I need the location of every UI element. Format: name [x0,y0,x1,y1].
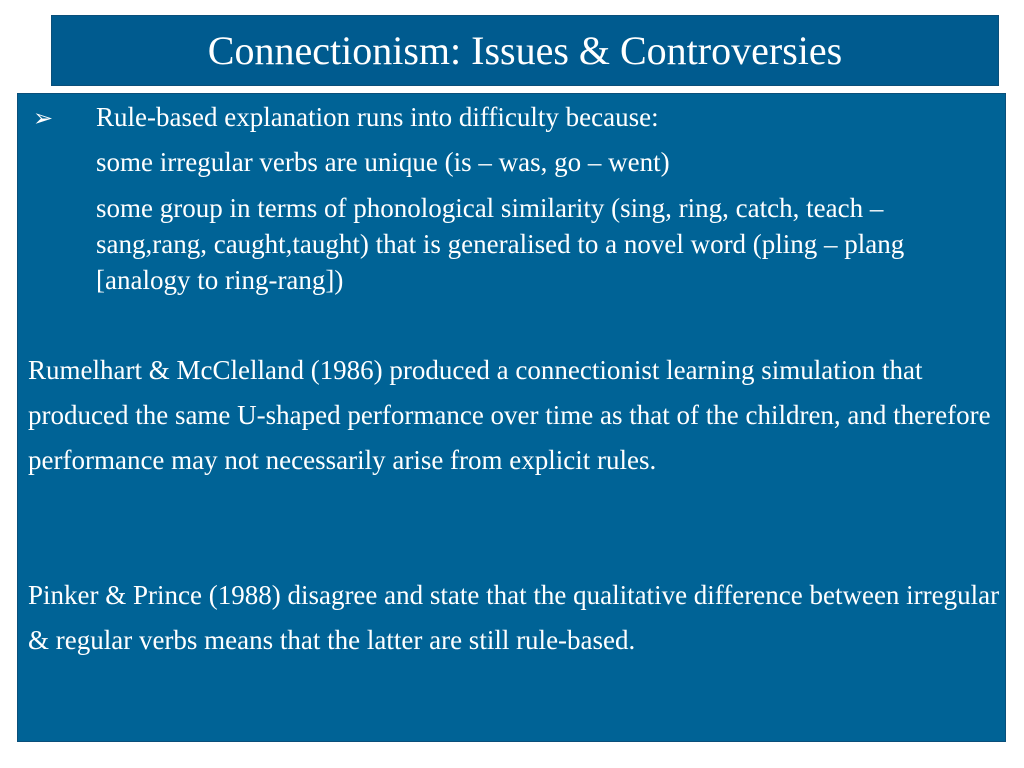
slide-title: Connectionism: Issues & Controversies [207,27,843,73]
bullet-lead-text: Rule-based explanation runs into difficulty because: [96,102,659,132]
arrow-bullet-icon: ➢ [33,106,54,132]
sub-point-1: some irregular verbs are unique (is – was, go – went) [96,147,670,177]
sub-point-2: some group in terms of phonological similarity (sing, ring, catch, teach – sang,rang, caught,taught) that is generalised to a novel word (pling – plang [analogy to ring-rang]) [96,193,905,295]
slide-body [17,93,1006,742]
paragraph-pinker: Pinker & Prince (1988) disagree and state that the qualitative difference between irregular & regular verbs means that the latter are still rule-based. [28,580,1000,655]
slide-title-box [51,15,999,86]
paragraph-rumelhart: Rumelhart & McClelland (1986) produced a connectionist learning simulation that produced the same U-shaped performance over time as that of the children, and therefore performance may not necessarily arise from explicit rules. [28,355,991,475]
